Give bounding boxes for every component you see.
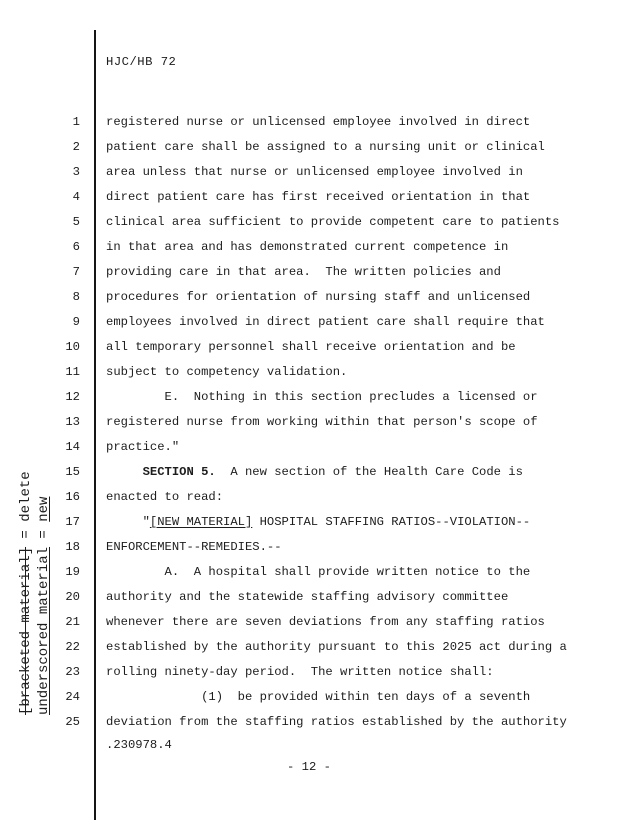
document-line xyxy=(0,260,638,285)
text-segment: " xyxy=(106,515,150,529)
line-number: 9 xyxy=(72,315,80,329)
text-segment: all temporary personnel shall receive orientation and be xyxy=(106,340,516,354)
text-segment: A new section of the Health Care Code is xyxy=(215,465,523,479)
line-text xyxy=(106,660,494,685)
footer-revision-number: .230978.4 xyxy=(106,738,172,752)
line-number: 5 xyxy=(72,215,80,229)
line-text xyxy=(106,460,523,485)
line-text xyxy=(106,185,530,210)
line-text xyxy=(106,435,179,460)
document-line xyxy=(0,485,638,510)
text-segment: enacted to read: xyxy=(106,490,224,504)
document-line xyxy=(0,135,638,160)
text-segment: [bracketed material] xyxy=(18,546,34,715)
document-line xyxy=(0,560,638,585)
line-text xyxy=(106,360,347,385)
text-segment: deviation from the staffing ratios established by the authority xyxy=(106,715,567,729)
text-segment: underscored material xyxy=(36,546,52,715)
document-line xyxy=(0,360,638,385)
line-number: 12 xyxy=(65,390,80,404)
text-segment: clinical area sufficient to provide competent care to patients xyxy=(106,215,560,229)
text-segment: = delete xyxy=(18,471,34,547)
text-segment: authority and the statewide staffing advisory committee xyxy=(106,590,509,604)
document-line xyxy=(0,510,638,535)
line-text xyxy=(106,535,282,560)
line-number: 24 xyxy=(65,690,80,704)
text-segment: employees involved in direct patient care shall require that xyxy=(106,315,545,329)
line-number: 21 xyxy=(65,615,80,629)
line-text xyxy=(106,685,530,710)
line-number: 19 xyxy=(65,565,80,579)
text-segment: procedures for orientation of nursing staff and unlicensed xyxy=(106,290,531,304)
text-segment xyxy=(106,465,143,479)
line-text xyxy=(106,510,530,535)
document-line xyxy=(0,460,638,485)
text-segment: A. A hospital shall provide written notice to the xyxy=(106,565,531,579)
document-line xyxy=(0,335,638,360)
line-text xyxy=(106,610,545,635)
text-segment: SECTION 5. xyxy=(142,465,216,479)
line-number: 10 xyxy=(65,340,80,354)
line-text xyxy=(106,210,559,235)
text-segment: ENFORCEMENT--REMEDIES.-- xyxy=(106,540,282,554)
text-segment: new xyxy=(36,496,52,522)
text-segment: registered nurse from working within that person's scope of xyxy=(106,415,538,429)
text-segment: practice." xyxy=(106,440,180,454)
document-line xyxy=(0,585,638,610)
line-number: 18 xyxy=(65,540,80,554)
line-number: 8 xyxy=(72,290,80,304)
document-line xyxy=(0,685,638,710)
document-line xyxy=(0,110,638,135)
bill-header-title: HJC/HB 72 xyxy=(106,55,177,69)
text-segment: established by the authority pursuant to this 2025 act during a xyxy=(106,640,567,654)
document-line xyxy=(0,410,638,435)
line-text xyxy=(106,635,567,660)
line-number: 4 xyxy=(72,190,80,204)
line-number: 3 xyxy=(72,165,80,179)
line-text xyxy=(106,310,545,335)
line-number: 2 xyxy=(72,140,80,154)
line-text xyxy=(106,235,508,260)
text-segment: HOSPITAL STAFFING RATIOS--VIOLATION-- xyxy=(252,515,531,529)
line-number: 14 xyxy=(65,440,80,454)
line-number: 11 xyxy=(65,365,80,379)
line-text xyxy=(106,335,516,360)
text-segment: registered nurse or unlicensed employee involved in direct xyxy=(106,115,531,129)
line-text xyxy=(106,135,545,160)
text-segment: (1) be provided within ten days of a seventh xyxy=(106,690,531,704)
document-line xyxy=(0,310,638,335)
document-line xyxy=(0,635,638,660)
document-line xyxy=(0,535,638,560)
line-number: 7 xyxy=(72,265,80,279)
line-number: 22 xyxy=(65,640,80,654)
text-segment: direct patient care has first received orientation in that xyxy=(106,190,531,204)
text-segment: subject to competency validation. xyxy=(106,365,348,379)
line-number: 23 xyxy=(65,665,80,679)
line-number: 16 xyxy=(65,490,80,504)
line-text xyxy=(106,285,530,310)
line-text xyxy=(106,485,223,510)
document-line xyxy=(0,385,638,410)
document-line xyxy=(0,285,638,310)
text-segment: rolling ninety-day period. The written notice shall: xyxy=(106,665,494,679)
line-number: 20 xyxy=(65,590,80,604)
line-text xyxy=(106,710,567,735)
document-line xyxy=(0,435,638,460)
line-text xyxy=(106,110,530,135)
line-text xyxy=(106,410,538,435)
document-line xyxy=(0,185,638,210)
text-segment: [NEW MATERIAL] xyxy=(149,515,253,529)
document-line xyxy=(0,660,638,685)
line-number: 25 xyxy=(65,715,80,729)
text-segment: = xyxy=(36,521,52,547)
footer-page-number: - 12 - xyxy=(287,760,331,774)
line-number: 6 xyxy=(72,240,80,254)
line-text xyxy=(106,160,523,185)
text-segment: E. Nothing in this section precludes a licensed or xyxy=(106,390,538,404)
document-body xyxy=(0,110,638,735)
text-segment: providing care in that area. The written policies and xyxy=(106,265,501,279)
line-text xyxy=(106,560,530,585)
line-number: 13 xyxy=(65,415,80,429)
line-number: 17 xyxy=(65,515,80,529)
line-number: 1 xyxy=(72,115,80,129)
document-line xyxy=(0,610,638,635)
text-segment: in that area and has demonstrated current competence in xyxy=(106,240,509,254)
document-line xyxy=(0,160,638,185)
text-segment: patient care shall be assigned to a nursing unit or clinical xyxy=(106,140,545,154)
text-segment: area unless that nurse or unlicensed employee involved in xyxy=(106,165,523,179)
text-segment: whenever there are seven deviations from any staffing ratios xyxy=(106,615,545,629)
line-text xyxy=(106,385,538,410)
document-line xyxy=(0,710,638,735)
line-text xyxy=(106,585,508,610)
document-line xyxy=(0,235,638,260)
line-number: 15 xyxy=(65,465,80,479)
document-line xyxy=(0,210,638,235)
line-text xyxy=(106,260,501,285)
